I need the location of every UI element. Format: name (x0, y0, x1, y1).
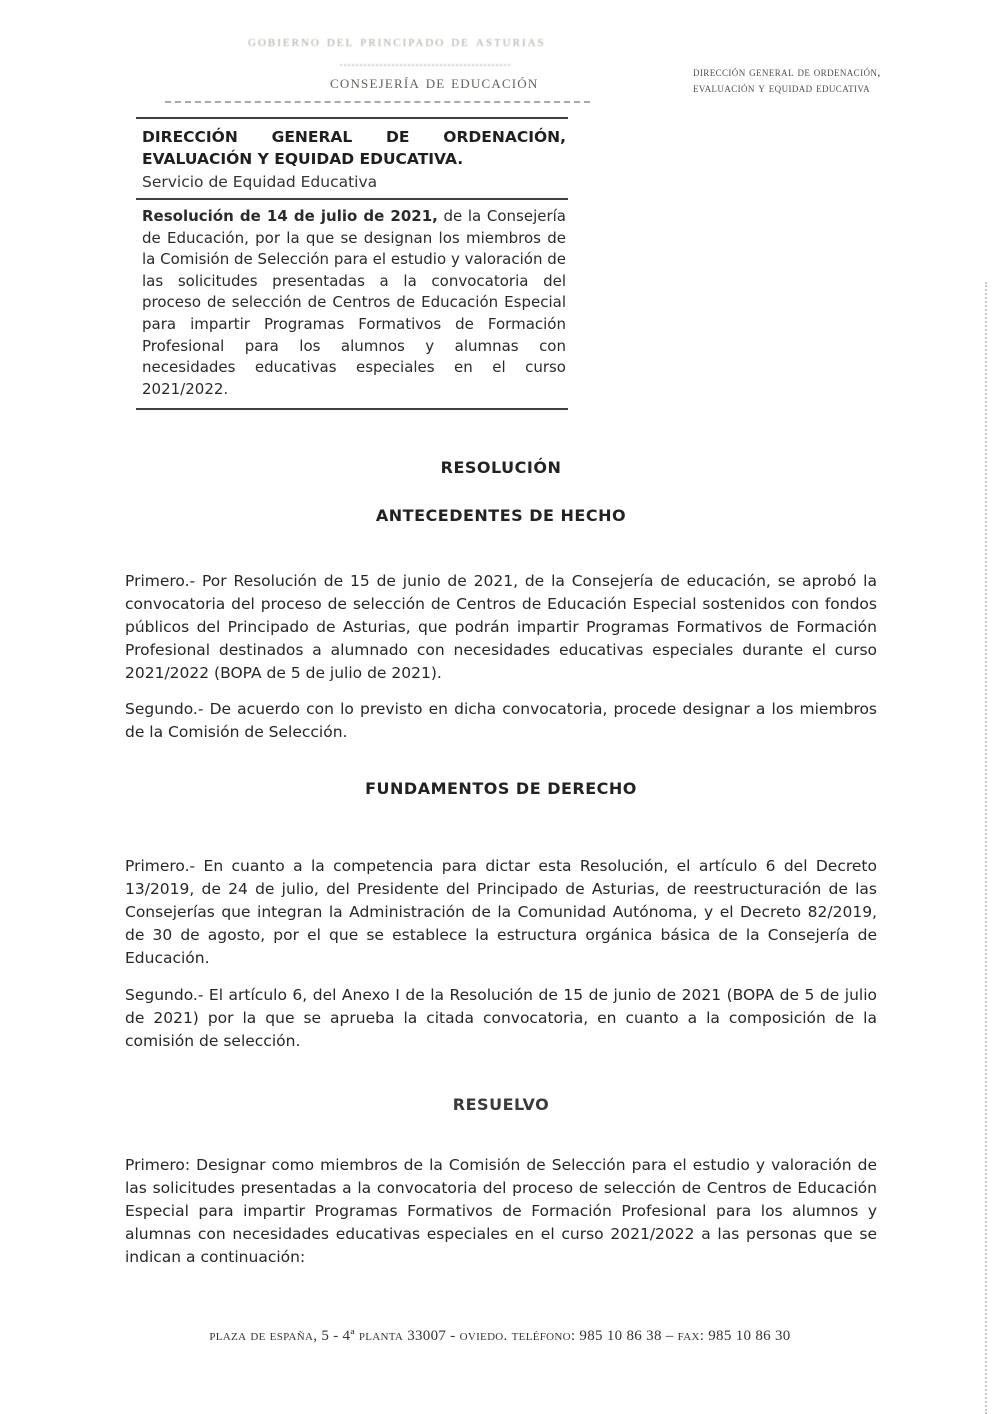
scan-noise-line (340, 64, 510, 66)
letterhead-box-title: DIRECCIÓN GENERAL DE ORDENACIÓN, EVALUACIÓN Y EQUIDAD EDUCATIVA. (142, 128, 566, 168)
resuelvo-paragraph-primero: Primero: Designar como miembros de la Comisión de Selección para el estudio y valoración de las solicitudes presentadas a la convocatoria del proceso de selección de Centros de Educación Especial para impartir Programas Formativos de Formación Profesional para los alumnos y alumnas con necesidades educativas especiales en el curso 2021/2022 a las personas que se indican a continuación: (125, 1156, 877, 1266)
resolution-summary-lead: Resolución de 14 de julio de 2021, (142, 207, 438, 225)
scan-artifact-vertical-line (985, 282, 987, 1414)
document-body (125, 458, 877, 1269)
footer-address: plaza de españa, 5 - 4ª planta 33007 - oviedo. teléfono: 985 10 86 38 – fax: 985 10 86 30 (209, 1328, 791, 1344)
resolucion-heading: RESOLUCIÓN (440, 458, 562, 477)
direction-office-label: dirección general de ordenación, evaluación y equidad educativa (693, 65, 881, 95)
header-dashed-rule (165, 101, 590, 103)
resolution-summary-paragraph (136, 200, 568, 408)
resuelvo-heading: RESUELVO (452, 1095, 550, 1114)
fundamentos-paragraph-segundo: Segundo.- El artículo 6, del Anexo I de la Resolución de 15 de junio de 2021 (BOPA de 5 de julio de 2021) por la que se aprueba la citada convocatoria, en cuanto a la composición de la comisión de selección. (125, 986, 877, 1050)
letterhead-box-subtitle: Servicio de Equidad Educativa (142, 173, 378, 191)
resolution-summary-rest: de la Consejería de Educación, por la que se designan los miembros de la Comisión de Selección para el estudio y valoración de las solicitudes presentadas a la convocatoria del proceso de selección de Centros de Educación Especial para impartir Programas Formativos de Formación Profesional para los alumnos y alumnas con necesidades educativas especiales en el curso 2021/2022. (142, 207, 566, 398)
department-name: consejería de educación (330, 72, 539, 92)
fundamentos-heading: FUNDAMENTOS DE DERECHO (365, 779, 637, 798)
antecedentes-heading: ANTECEDENTES DE HECHO (375, 506, 627, 525)
antecedentes-paragraph-segundo: Segundo.- De acuerdo con lo previsto en dicha convocatoria, procede designar a los miembros de la Comisión de Selección. (125, 700, 877, 741)
antecedentes-paragraph-primero: Primero.- Por Resolución de 15 de junio de 2021, de la Consejería de educación, se aprobó la convocatoria del proceso de selección de Centros de Educación Especial sostenidos con fondos públicos del Principado de Asturias, que podrán impartir Programas Formativos de Formación Profesional destinados a alumnado con necesidades educativas especiales durante el curso 2021/2022 (BOPA de 5 de julio de 2021). (125, 572, 877, 682)
letterhead-box (136, 117, 568, 410)
government-logo-text: gobierno del principado de asturias (248, 33, 546, 50)
fundamentos-paragraph-primero: Primero.- En cuanto a la competencia para dictar esta Resolución, el artículo 6 del Decreto 13/2019, de 24 de julio, del Presidente del Principado de Asturias, de reestructuración de las Consejerías que integran la Administración de la Comunidad Autónoma, y el Decreto 82/2019, de 30 de agosto, por el que se establece la estructura orgánica básica de la Consejería de Educación. (125, 857, 877, 967)
